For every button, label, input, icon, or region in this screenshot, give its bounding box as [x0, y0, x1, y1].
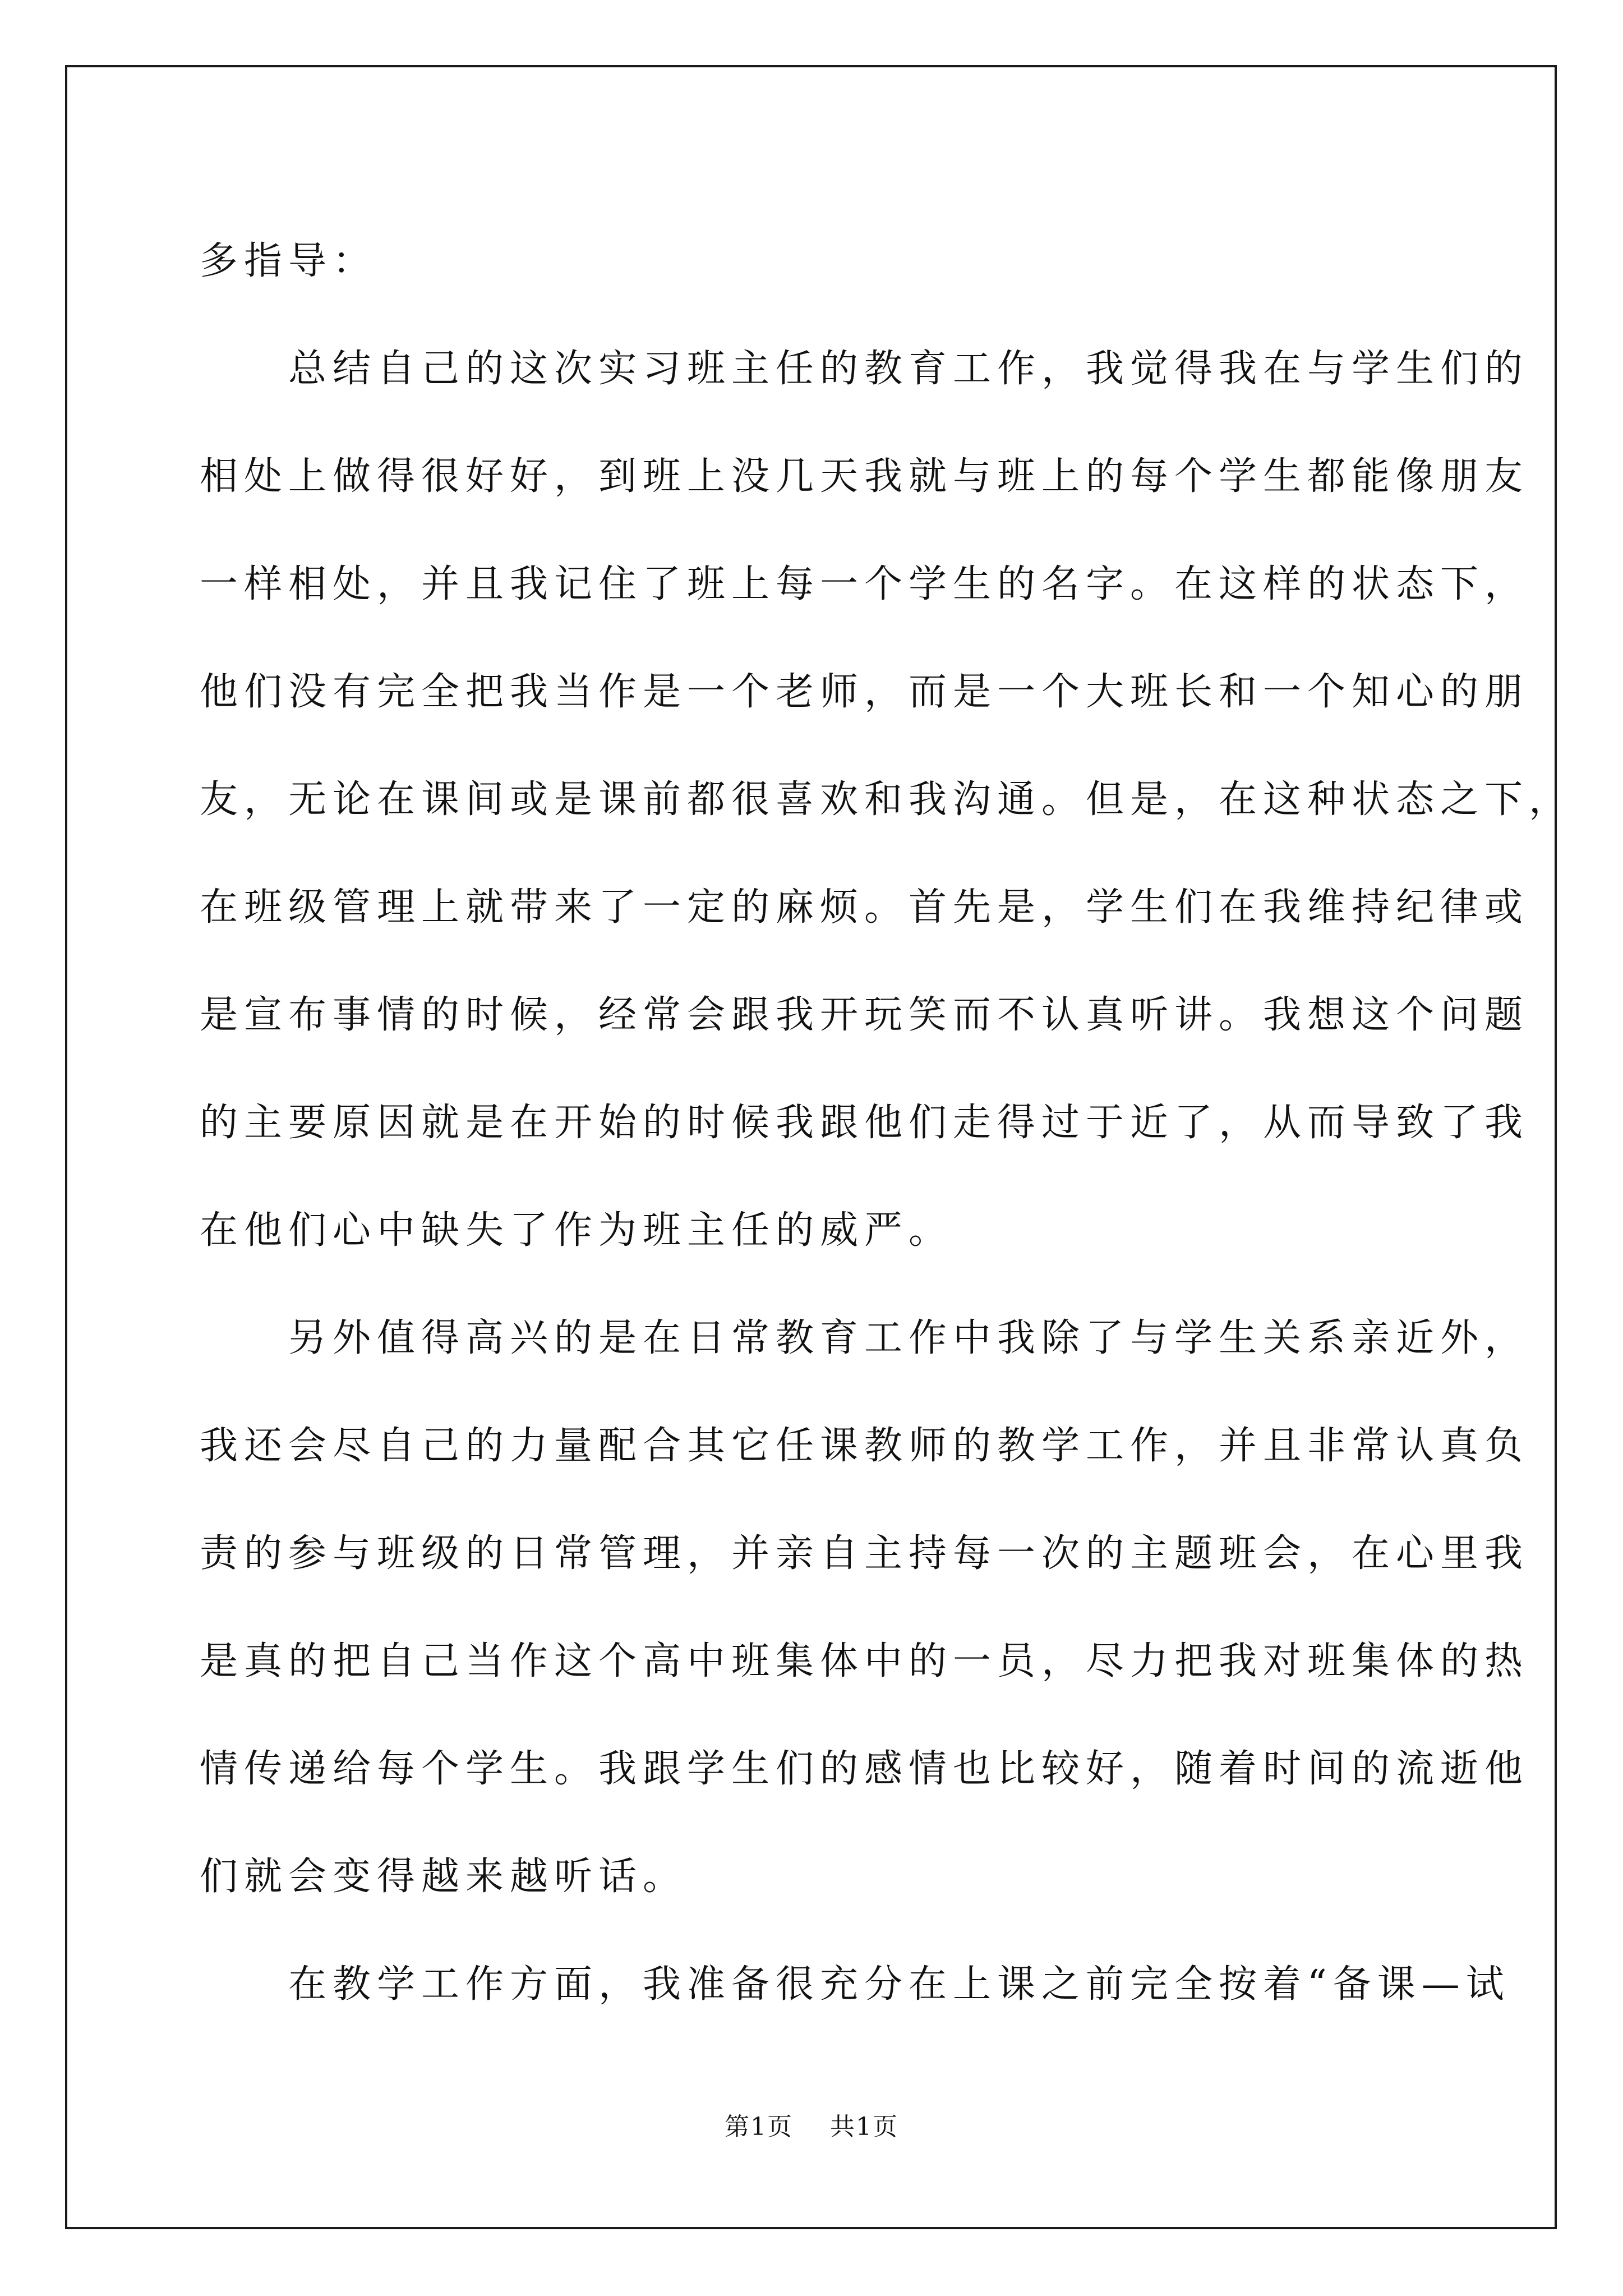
text-line: 在教学工作方面，我准备很充分在上课之前完全按着“备课—试	[200, 1962, 1510, 2007]
text-line: 是真的把自己当作这个高中班集体中的一员，尽力把我对班集体的热	[200, 1639, 1529, 1683]
text-line: 他们没有完全把我当作是一个老师，而是一个大班长和一个知心的朋	[200, 670, 1529, 714]
document-body	[200, 208, 1574, 2039]
text-line: 的主要原因就是在开始的时候我跟他们走得过于近了，从而导致了我	[200, 1101, 1529, 1145]
text-line: 总结自己的这次实习班主任的教育工作，我觉得我在与学生们的	[200, 347, 1529, 391]
text-line: 我还会尽自己的力量配合其它任课教师的教学工作，并且非常认真负	[200, 1424, 1529, 1468]
text-line: 一样相处，并且我记住了班上每一个学生的名字。在这样的状态下，	[200, 562, 1529, 606]
page-number: 第1页	[725, 2113, 793, 2141]
text-line: 在他们心中缺失了作为班主任的威严。	[200, 1208, 953, 1253]
text-line: 们就会变得越来越听话。	[200, 1855, 688, 1899]
text-line: 情传递给每个学生。我跟学生们的感情也比较好，随着时间的流逝他	[200, 1747, 1529, 1791]
page-total: 共1页	[830, 2113, 898, 2141]
text-line: 另外值得高兴的是在日常教育工作中我除了与学生关系亲近外，	[200, 1316, 1529, 1360]
text-line: 责的参与班级的日常管理，并亲自主持每一次的主题班会，在心里我	[200, 1531, 1529, 1576]
text-line: 是宣布事情的时候，经常会跟我开玩笑而不认真听讲。我想这个问题	[200, 993, 1529, 1037]
text-line: 相处上做得很好好，到班上没几天我就与班上的每个学生都能像朋友	[200, 454, 1529, 499]
text-line: 在班级管理上就带来了一定的麻烦。首先是，学生们在我维持纪律或	[200, 885, 1529, 930]
text-line: 多指导：	[200, 239, 377, 283]
text-line: 友，无论在课间或是课前都很喜欢和我沟通。但是，在这种状态之下，	[200, 777, 1574, 822]
page-footer	[0, 2106, 1623, 2142]
